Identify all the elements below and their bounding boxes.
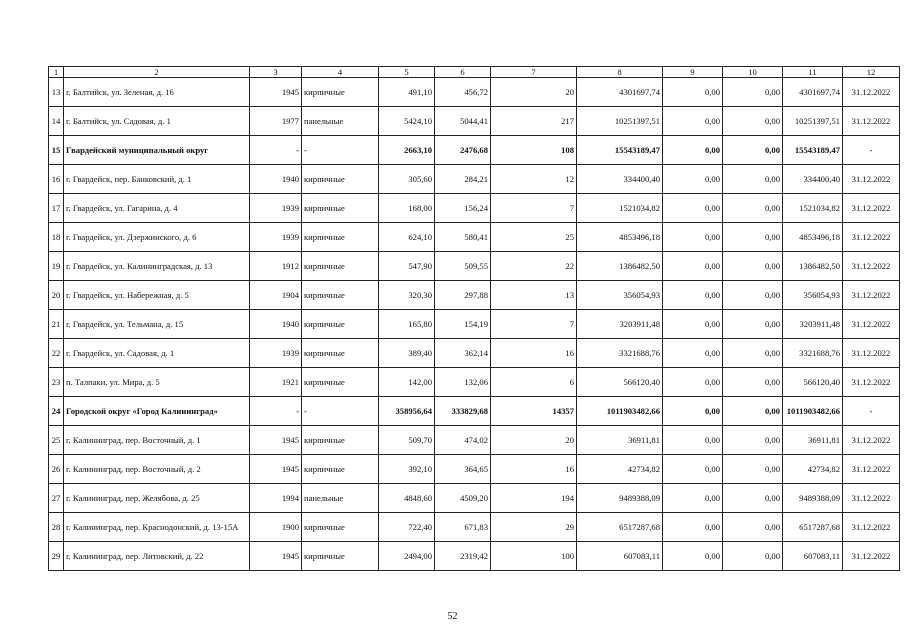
area-living-cell: 4509,20 (435, 484, 491, 513)
address-cell: Городской округ «Город Калининград» (64, 397, 250, 426)
residents-count-cell: 13 (491, 281, 577, 310)
area-total-cell: 142,00 (379, 368, 435, 397)
wall-material-cell: кирпичные (302, 339, 379, 368)
row-number-cell: 27 (49, 484, 64, 513)
year-built-cell: 1977 (250, 107, 302, 136)
row-number-cell: 24 (49, 397, 64, 426)
address-cell: г. Гвардейск, ул. Набережная, д. 5 (64, 281, 250, 310)
cost-owners-cell: 4853496,18 (783, 223, 843, 252)
completion-date-cell: 31.12.2022 (843, 252, 900, 281)
area-total-cell: 491,10 (379, 78, 435, 107)
table-row (49, 252, 900, 281)
cost-total-cell: 36911,81 (577, 426, 663, 455)
table-row (49, 281, 900, 310)
row-number-cell: 25 (49, 426, 64, 455)
wall-material-cell: кирпичные (302, 426, 379, 455)
year-built-cell: - (250, 136, 302, 165)
cost-total-cell: 4853496,18 (577, 223, 663, 252)
year-built-cell: 1939 (250, 223, 302, 252)
table-row (49, 107, 900, 136)
completion-date-cell: 31.12.2022 (843, 78, 900, 107)
cost-budget-cell: 0,00 (723, 426, 783, 455)
column-number: 11 (783, 67, 843, 78)
area-living-cell: 154,19 (435, 310, 491, 339)
row-number-cell: 21 (49, 310, 64, 339)
residents-count-cell: 12 (491, 165, 577, 194)
completion-date-cell: 31.12.2022 (843, 542, 900, 571)
table-row (49, 426, 900, 455)
table-row (49, 78, 900, 107)
row-number-cell: 15 (49, 136, 64, 165)
area-total-cell: 5424,10 (379, 107, 435, 136)
table-row (49, 223, 900, 252)
cost-owners-cell: 607083,11 (783, 542, 843, 571)
cost-budget-cell: 0,00 (723, 513, 783, 542)
address-cell: г. Гвардейск, ул. Дзержинского, д. 6 (64, 223, 250, 252)
residents-count-cell: 20 (491, 78, 577, 107)
cost-fund-cell: 0,00 (663, 252, 723, 281)
cost-fund-cell: 0,00 (663, 455, 723, 484)
year-built-cell: - (250, 397, 302, 426)
row-number-cell: 20 (49, 281, 64, 310)
cost-budget-cell: 0,00 (723, 136, 783, 165)
wall-material-cell: кирпичные (302, 252, 379, 281)
cost-budget-cell: 0,00 (723, 281, 783, 310)
cost-fund-cell: 0,00 (663, 223, 723, 252)
row-number-cell: 29 (49, 542, 64, 571)
year-built-cell: 1912 (250, 252, 302, 281)
cost-total-cell: 3203911,48 (577, 310, 663, 339)
cost-total-cell: 356054,93 (577, 281, 663, 310)
column-number: 2 (64, 67, 250, 78)
cost-fund-cell: 0,00 (663, 339, 723, 368)
wall-material-cell: кирпичные (302, 281, 379, 310)
wall-material-cell: кирпичные (302, 513, 379, 542)
cost-budget-cell: 0,00 (723, 310, 783, 339)
area-living-cell: 671,83 (435, 513, 491, 542)
residents-count-cell: 6 (491, 368, 577, 397)
completion-date-cell: 31.12.2022 (843, 455, 900, 484)
cost-fund-cell: 0,00 (663, 194, 723, 223)
cost-budget-cell: 0,00 (723, 542, 783, 571)
cost-total-cell: 1521034,82 (577, 194, 663, 223)
housing-table (48, 66, 900, 571)
cost-budget-cell: 0,00 (723, 339, 783, 368)
completion-date-cell: 31.12.2022 (843, 281, 900, 310)
column-number: 12 (843, 67, 900, 78)
cost-budget-cell: 0,00 (723, 397, 783, 426)
wall-material-cell: панельные (302, 484, 379, 513)
area-total-cell: 305,60 (379, 165, 435, 194)
wall-material-cell: кирпичные (302, 542, 379, 571)
cost-fund-cell: 0,00 (663, 136, 723, 165)
row-number-cell: 22 (49, 339, 64, 368)
cost-owners-cell: 9489388,09 (783, 484, 843, 513)
area-living-cell: 297,88 (435, 281, 491, 310)
address-cell: г. Гвардейск, пер. Банковский, д. 1 (64, 165, 250, 194)
cost-total-cell: 42734,82 (577, 455, 663, 484)
cost-owners-cell: 36911,81 (783, 426, 843, 455)
cost-fund-cell: 0,00 (663, 165, 723, 194)
cost-fund-cell: 0,00 (663, 513, 723, 542)
residents-count-cell: 29 (491, 513, 577, 542)
cost-total-cell: 9489388,09 (577, 484, 663, 513)
wall-material-cell: кирпичные (302, 368, 379, 397)
cost-total-cell: 4301697,74 (577, 78, 663, 107)
column-number: 8 (577, 67, 663, 78)
cost-budget-cell: 0,00 (723, 252, 783, 281)
residents-count-cell: 217 (491, 107, 577, 136)
table-body (49, 67, 900, 571)
cost-total-cell: 10251397,51 (577, 107, 663, 136)
cost-total-cell: 1011903482,66 (577, 397, 663, 426)
wall-material-cell: - (302, 397, 379, 426)
area-living-cell: 2476,68 (435, 136, 491, 165)
table-row (49, 165, 900, 194)
area-total-cell: 168,00 (379, 194, 435, 223)
area-living-cell: 364,65 (435, 455, 491, 484)
table-row (49, 368, 900, 397)
completion-date-cell: 31.12.2022 (843, 484, 900, 513)
area-total-cell: 722,40 (379, 513, 435, 542)
residents-count-cell: 7 (491, 310, 577, 339)
address-cell: г. Калининград, пер. Краснодонский, д. 13-15А (64, 513, 250, 542)
wall-material-cell: кирпичные (302, 310, 379, 339)
cost-total-cell: 3321688,76 (577, 339, 663, 368)
row-number-cell: 13 (49, 78, 64, 107)
residents-count-cell: 100 (491, 542, 577, 571)
area-total-cell: 165,80 (379, 310, 435, 339)
address-cell: г. Калининград, пер. Восточный, д. 2 (64, 455, 250, 484)
table-row (49, 339, 900, 368)
area-living-cell: 156,24 (435, 194, 491, 223)
cost-fund-cell: 0,00 (663, 107, 723, 136)
area-total-cell: 358956,64 (379, 397, 435, 426)
cost-total-cell: 566120,40 (577, 368, 663, 397)
cost-owners-cell: 4301697,74 (783, 78, 843, 107)
wall-material-cell: кирпичные (302, 78, 379, 107)
column-number: 5 (379, 67, 435, 78)
cost-budget-cell: 0,00 (723, 223, 783, 252)
area-living-cell: 580,41 (435, 223, 491, 252)
cost-total-cell: 607083,11 (577, 542, 663, 571)
row-number-cell: 28 (49, 513, 64, 542)
completion-date-cell: 31.12.2022 (843, 368, 900, 397)
wall-material-cell: кирпичные (302, 165, 379, 194)
address-cell: г. Гвардейск, ул. Гагарина, д. 4 (64, 194, 250, 223)
cost-owners-cell: 566120,40 (783, 368, 843, 397)
area-living-cell: 2319,42 (435, 542, 491, 571)
column-number: 3 (250, 67, 302, 78)
area-living-cell: 456,72 (435, 78, 491, 107)
area-total-cell: 509,70 (379, 426, 435, 455)
residents-count-cell: 14357 (491, 397, 577, 426)
area-living-cell: 362,14 (435, 339, 491, 368)
completion-date-cell: 31.12.2022 (843, 513, 900, 542)
area-total-cell: 4848,60 (379, 484, 435, 513)
year-built-cell: 1945 (250, 542, 302, 571)
column-number: 9 (663, 67, 723, 78)
completion-date-cell: 31.12.2022 (843, 426, 900, 455)
address-cell: г. Калининград, пер. Восточный, д. 1 (64, 426, 250, 455)
wall-material-cell: панельные (302, 107, 379, 136)
cost-fund-cell: 0,00 (663, 426, 723, 455)
page-number: 52 (447, 611, 458, 622)
column-number-row (49, 67, 900, 78)
table-row (49, 455, 900, 484)
cost-fund-cell: 0,00 (663, 310, 723, 339)
year-built-cell: 1940 (250, 165, 302, 194)
table-row (49, 310, 900, 339)
address-cell: г. Балтийск, ул. Зеленая, д. 16 (64, 78, 250, 107)
table-row (49, 194, 900, 223)
year-built-cell: 1994 (250, 484, 302, 513)
completion-date-cell: 31.12.2022 (843, 223, 900, 252)
completion-date-cell: 31.12.2022 (843, 339, 900, 368)
cost-fund-cell: 0,00 (663, 78, 723, 107)
cost-budget-cell: 0,00 (723, 194, 783, 223)
residents-count-cell: 16 (491, 455, 577, 484)
row-number-cell: 14 (49, 107, 64, 136)
address-cell: г. Гвардейск, ул. Тельмана, д. 15 (64, 310, 250, 339)
column-number: 7 (491, 67, 577, 78)
address-cell: г. Калининград, пер. Литовский, д. 22 (64, 542, 250, 571)
address-cell: п. Талпаки, ул. Мира, д. 5 (64, 368, 250, 397)
row-number-cell: 18 (49, 223, 64, 252)
area-total-cell: 2494,00 (379, 542, 435, 571)
cost-fund-cell: 0,00 (663, 484, 723, 513)
table-group-row (49, 397, 900, 426)
cost-owners-cell: 334400,40 (783, 165, 843, 194)
residents-count-cell: 16 (491, 339, 577, 368)
wall-material-cell: кирпичные (302, 194, 379, 223)
wall-material-cell: кирпичные (302, 455, 379, 484)
area-total-cell: 320,30 (379, 281, 435, 310)
row-number-cell: 26 (49, 455, 64, 484)
column-number: 1 (49, 67, 64, 78)
completion-date-cell: 31.12.2022 (843, 194, 900, 223)
area-living-cell: 284,21 (435, 165, 491, 194)
area-living-cell: 5044,41 (435, 107, 491, 136)
completion-date-cell: 31.12.2022 (843, 107, 900, 136)
cost-total-cell: 6517287,68 (577, 513, 663, 542)
year-built-cell: 1904 (250, 281, 302, 310)
residents-count-cell: 108 (491, 136, 577, 165)
cost-owners-cell: 15543189,47 (783, 136, 843, 165)
area-total-cell: 2663,10 (379, 136, 435, 165)
cost-budget-cell: 0,00 (723, 455, 783, 484)
cost-budget-cell: 0,00 (723, 484, 783, 513)
cost-owners-cell: 3321688,76 (783, 339, 843, 368)
row-number-cell: 17 (49, 194, 64, 223)
cost-budget-cell: 0,00 (723, 107, 783, 136)
cost-owners-cell: 42734,82 (783, 455, 843, 484)
cost-total-cell: 334400,40 (577, 165, 663, 194)
area-living-cell: 132,06 (435, 368, 491, 397)
completion-date-cell: - (843, 397, 900, 426)
wall-material-cell: кирпичные (302, 223, 379, 252)
year-built-cell: 1945 (250, 78, 302, 107)
area-total-cell: 547,90 (379, 252, 435, 281)
cost-owners-cell: 1521034,82 (783, 194, 843, 223)
row-number-cell: 16 (49, 165, 64, 194)
year-built-cell: 1921 (250, 368, 302, 397)
wall-material-cell: - (302, 136, 379, 165)
area-living-cell: 333829,68 (435, 397, 491, 426)
table-group-row (49, 136, 900, 165)
cost-budget-cell: 0,00 (723, 368, 783, 397)
cost-fund-cell: 0,00 (663, 542, 723, 571)
area-total-cell: 392,10 (379, 455, 435, 484)
year-built-cell: 1940 (250, 310, 302, 339)
cost-owners-cell: 10251397,51 (783, 107, 843, 136)
cost-owners-cell: 356054,93 (783, 281, 843, 310)
area-living-cell: 474,02 (435, 426, 491, 455)
cost-budget-cell: 0,00 (723, 78, 783, 107)
table-row (49, 542, 900, 571)
year-built-cell: 1945 (250, 426, 302, 455)
address-cell: г. Гвардейск, ул. Садовая, д. 1 (64, 339, 250, 368)
cost-fund-cell: 0,00 (663, 397, 723, 426)
cost-total-cell: 1386482,50 (577, 252, 663, 281)
area-total-cell: 389,40 (379, 339, 435, 368)
completion-date-cell: 31.12.2022 (843, 310, 900, 339)
year-built-cell: 1900 (250, 513, 302, 542)
column-number: 10 (723, 67, 783, 78)
residents-count-cell: 25 (491, 223, 577, 252)
table-row (49, 484, 900, 513)
cost-owners-cell: 1011903482,66 (783, 397, 843, 426)
row-number-cell: 23 (49, 368, 64, 397)
column-number: 6 (435, 67, 491, 78)
cost-budget-cell: 0,00 (723, 165, 783, 194)
year-built-cell: 1945 (250, 455, 302, 484)
year-built-cell: 1939 (250, 194, 302, 223)
residents-count-cell: 22 (491, 252, 577, 281)
address-cell: Гвардейский муниципальный округ (64, 136, 250, 165)
cost-owners-cell: 3203911,48 (783, 310, 843, 339)
area-living-cell: 509,55 (435, 252, 491, 281)
cost-owners-cell: 6517287,68 (783, 513, 843, 542)
residents-count-cell: 20 (491, 426, 577, 455)
completion-date-cell: 31.12.2022 (843, 165, 900, 194)
cost-fund-cell: 0,00 (663, 368, 723, 397)
row-number-cell: 19 (49, 252, 64, 281)
year-built-cell: 1939 (250, 339, 302, 368)
table-row (49, 513, 900, 542)
residents-count-cell: 7 (491, 194, 577, 223)
cost-fund-cell: 0,00 (663, 281, 723, 310)
address-cell: г. Балтийск, ул. Садовая, д. 1 (64, 107, 250, 136)
column-number: 4 (302, 67, 379, 78)
completion-date-cell: - (843, 136, 900, 165)
cost-total-cell: 15543189,47 (577, 136, 663, 165)
cost-owners-cell: 1386482,50 (783, 252, 843, 281)
residents-count-cell: 194 (491, 484, 577, 513)
area-total-cell: 624,10 (379, 223, 435, 252)
address-cell: г. Калининград, пер. Желябова, д. 25 (64, 484, 250, 513)
address-cell: г. Гвардейск, ул. Калининградская, д. 13 (64, 252, 250, 281)
